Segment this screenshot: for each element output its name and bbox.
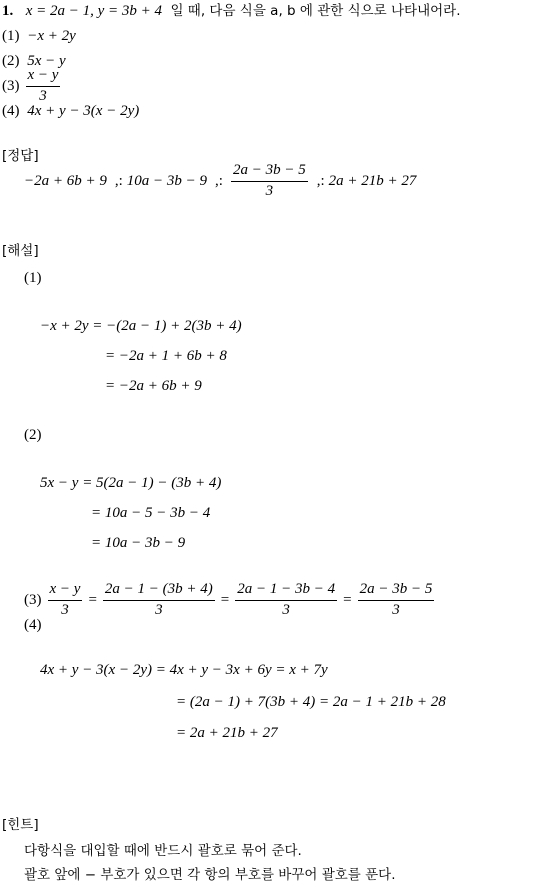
solution-3-frac-3-num: 2a − 1 − 3b − 4 xyxy=(235,582,337,601)
item-4 xyxy=(2,104,139,119)
solution-1-line-3: = −2a + 6b + 9 xyxy=(105,378,202,394)
solution-3 xyxy=(24,582,437,619)
item-1-label: (1) xyxy=(2,28,20,44)
solution-3-label: (3) xyxy=(24,591,42,608)
item-4-expr: 4x + y − 3(x − 2y) xyxy=(27,103,140,119)
item-3-label: (3) xyxy=(2,77,20,94)
solution-1-label: (1) xyxy=(24,270,42,286)
problem-instruction: 일 때, 다음 식을 a, b 에 관한 식으로 나타내어라. xyxy=(170,3,461,19)
answer-2: 10a − 3b − 9 xyxy=(126,172,208,189)
item-3 xyxy=(2,68,63,105)
item-1-expr: −x + 2y xyxy=(27,28,76,44)
answer-3-fraction xyxy=(231,163,308,200)
problem-given: x = 2a − 1, y = 3b + 4 xyxy=(25,3,163,19)
answer-1: −2a + 6b + 9 xyxy=(24,172,107,189)
solution-3-eq-2: = xyxy=(220,591,230,608)
item-3-fraction xyxy=(26,68,61,105)
answer-3-num: 2a − 3b − 5 xyxy=(231,163,308,182)
problem-line xyxy=(2,4,461,19)
answer-sep-3: ,: xyxy=(316,172,325,189)
problem-number: 1. xyxy=(2,3,14,19)
hint-line-1: 다항식을 대입할 때에 반드시 괄호로 묶어 준다. xyxy=(24,843,302,859)
solution-3-frac-4 xyxy=(358,582,435,619)
solution-3-frac-3 xyxy=(235,582,337,619)
solution-heading: [해설] xyxy=(2,243,39,259)
solution-4-line-2: = (2a − 1) + 7(3b + 4) = 2a − 1 + 21b + 28 xyxy=(176,694,446,710)
answer-heading: [정답] xyxy=(2,148,39,164)
solution-1-line-2: = −2a + 1 + 6b + 8 xyxy=(105,348,227,364)
solution-4-line-3: = 2a + 21b + 27 xyxy=(176,725,278,741)
solution-3-frac-2-num: 2a − 1 − (3b + 4) xyxy=(103,582,215,601)
solution-2-label: (2) xyxy=(24,427,42,443)
solution-3-frac-1-num: x − y xyxy=(48,582,83,601)
solution-2-line-3: = 10a − 3b − 9 xyxy=(91,535,186,551)
solution-3-frac-4-num: 2a − 3b − 5 xyxy=(358,582,435,601)
solution-4-line-1: 4x + y − 3(x − 2y) = 4x + y − 3x + 6y = x + 7y xyxy=(40,662,328,678)
solution-3-eq-1: = xyxy=(88,591,97,608)
hint-heading: [힌트] xyxy=(2,817,39,833)
solution-3-eq-3: = xyxy=(343,591,352,608)
solution-2-line-1: 5x − y = 5(2a − 1) − (3b + 4) xyxy=(40,475,222,491)
solution-3-frac-2-den: 3 xyxy=(155,601,163,618)
answer-sep-2: ,: xyxy=(215,172,223,189)
solution-3-frac-1 xyxy=(48,582,83,619)
item-4-label: (4) xyxy=(2,103,20,119)
solution-2-line-2: = 10a − 5 − 3b − 4 xyxy=(91,505,211,521)
answer-3-den: 3 xyxy=(265,182,274,199)
item-3-den: 3 xyxy=(39,87,47,104)
answer-sep-1: ,: xyxy=(114,172,123,189)
item-2-label: (2) xyxy=(2,53,20,69)
answer-4: 2a + 21b + 27 xyxy=(328,172,417,189)
answer-line xyxy=(24,163,416,200)
hint-line-2: 괄호 앞에 − 부호가 있으면 각 항의 부호를 바꾸어 괄호를 푼다. xyxy=(24,867,396,883)
solution-3-frac-4-den: 3 xyxy=(392,601,400,618)
solution-3-frac-2 xyxy=(103,582,215,619)
item-2-expr: 5x − y xyxy=(27,53,66,69)
solution-3-frac-1-den: 3 xyxy=(61,601,69,618)
solution-3-frac-3-den: 3 xyxy=(282,601,290,618)
item-3-num: x − y xyxy=(26,68,61,87)
item-1 xyxy=(2,29,76,44)
solution-1-line-1: −x + 2y = −(2a − 1) + 2(3b + 4) xyxy=(40,318,242,334)
solution-4-label: (4) xyxy=(24,617,42,633)
